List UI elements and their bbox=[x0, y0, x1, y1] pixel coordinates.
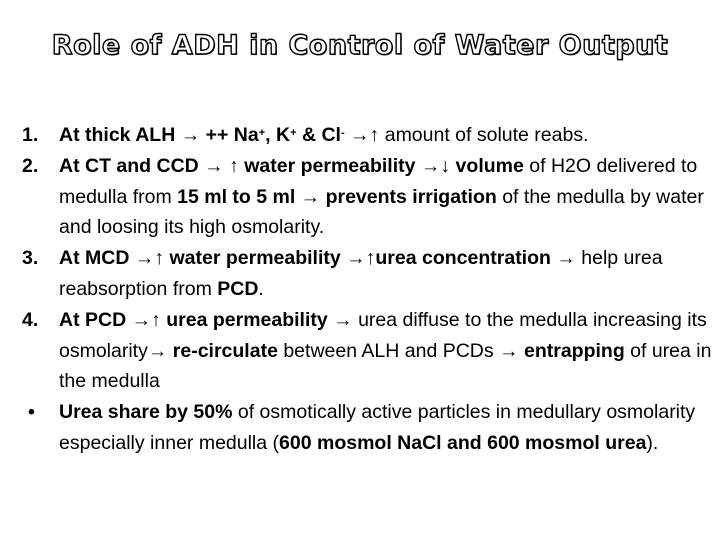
bold-text-run: At thick ALH → ++ Na bbox=[59, 124, 259, 146]
text-run: of the medulla by water and loosing its high osmolarity. bbox=[59, 185, 704, 239]
bold-text-run: At PCD →↑ urea permeability → bbox=[59, 308, 353, 331]
bold-text-run: PCD bbox=[217, 277, 259, 300]
bold-text-run: → entrapping bbox=[499, 339, 625, 362]
bold-text-run: - bbox=[340, 127, 345, 139]
bold-text-run: & Cl bbox=[296, 124, 341, 146]
list-item-text bbox=[59, 401, 695, 454]
text-run: of H2O delivered to medulla from bbox=[59, 154, 698, 208]
bold-text-run: →↑ bbox=[344, 124, 385, 146]
bold-text-run: Urea share by 50% bbox=[59, 401, 233, 424]
list-number: 2. bbox=[22, 154, 39, 177]
list-item bbox=[22, 305, 716, 397]
text-run: . bbox=[258, 277, 264, 300]
list-item bbox=[22, 151, 716, 243]
list-number: 1. bbox=[22, 124, 39, 146]
bold-text-run: → re-circulate bbox=[147, 339, 278, 362]
bold-text-run: , K bbox=[265, 124, 291, 146]
text-run: amount of solute reabs. bbox=[384, 124, 589, 146]
text-run: urea diffuse to the medulla increasing its osmolarity bbox=[59, 308, 707, 362]
list-item bbox=[22, 243, 716, 305]
content-list bbox=[22, 120, 716, 459]
text-run: help urea reabsorption from bbox=[59, 247, 663, 300]
list-item bbox=[22, 120, 716, 151]
bold-text-run: 15 ml to 5 ml → prevents irrigation bbox=[177, 185, 497, 208]
slide-title: Role of ADH in Control of Water Output bbox=[51, 30, 669, 61]
bullet-marker: • bbox=[28, 401, 35, 424]
list-number: 4. bbox=[22, 308, 39, 331]
text-run: of urea in the medulla bbox=[59, 339, 712, 393]
list-item-text bbox=[59, 309, 711, 393]
bold-text-run: At CT and CCD → ↑ water permeability →↓ volume bbox=[59, 154, 524, 177]
bold-text-run: + bbox=[290, 127, 297, 139]
text-run: between ALH and PCDs bbox=[277, 339, 500, 362]
list-item-text bbox=[59, 124, 589, 146]
list-number: 3. bbox=[22, 247, 39, 270]
text-run: ). bbox=[646, 431, 659, 454]
text-run: of osmotically active particles in medullary osmolarity especially inner medulla ( bbox=[59, 401, 696, 454]
list-item-text bbox=[59, 247, 663, 300]
list-item bbox=[22, 397, 716, 459]
list-item-text bbox=[59, 155, 704, 239]
bold-text-run: 600 mosmol NaCl and 600 mosmol urea bbox=[279, 431, 647, 454]
bold-text-run: + bbox=[258, 127, 266, 139]
bold-text-run: At MCD →↑ water permeability →↑urea concentration → bbox=[59, 247, 576, 270]
